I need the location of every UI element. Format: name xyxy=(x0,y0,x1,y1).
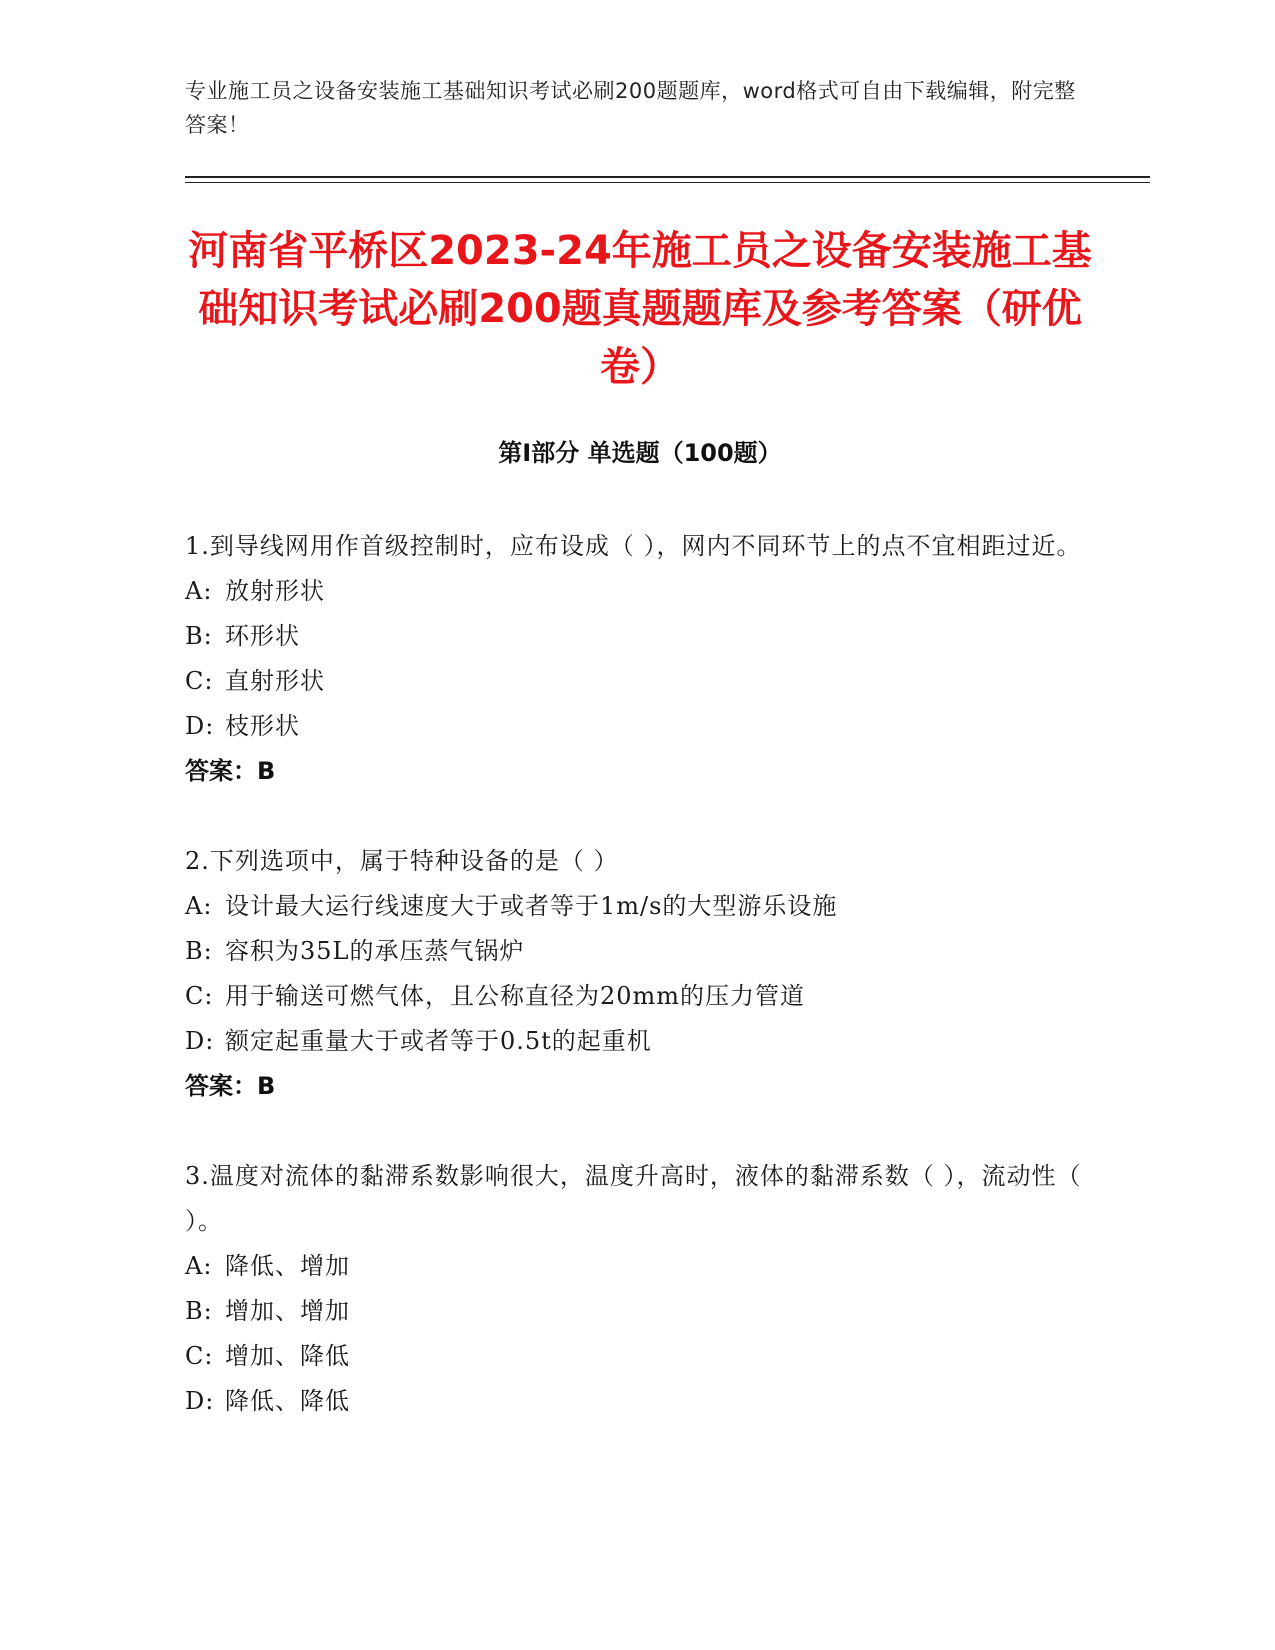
question-item xyxy=(185,839,1085,1109)
question-stem: 3.温度对流体的黏滞系数影响很大，温度升高时，液体的黏滞系数（ ），流动性（ ）。 xyxy=(185,1162,1082,1235)
option-text: 环形状 xyxy=(225,622,300,650)
option-letter: A: xyxy=(185,577,213,605)
option-text: 降低、增加 xyxy=(225,1252,350,1280)
question-stem: 1.到导线网用作首级控制时，应布设成（ ），网内不同环节上的点不宜相距过近。 xyxy=(185,532,1082,560)
option-text: 枝形状 xyxy=(225,712,300,740)
option-text: 放射形状 xyxy=(225,577,325,605)
question-option xyxy=(185,1289,1085,1334)
question-option xyxy=(185,884,1085,929)
option-letter: B: xyxy=(185,1297,213,1325)
question-option xyxy=(185,1244,1085,1289)
question-option xyxy=(185,929,1085,974)
option-letter: C: xyxy=(185,982,214,1010)
document-title: 河南省平桥区2023-24年施工员之设备安装施工基础知识考试必刷200题真题题库及参考答案（研优卷） xyxy=(188,228,1092,390)
header-note: 专业施工员之设备安装施工基础知识考试必刷200题题库，word格式可自由下载编辑，附完整答案！ xyxy=(185,79,1076,137)
option-text: 设计最大运行线速度大于或者等于1m/s的大型游乐设施 xyxy=(225,892,838,920)
option-text: 容积为35L的承压蒸气锅炉 xyxy=(225,937,525,965)
option-letter: D: xyxy=(185,712,215,740)
option-letter: D: xyxy=(185,1387,215,1415)
option-letter: C: xyxy=(185,1342,214,1370)
option-text: 用于输送可燃气体，且公称直径为20mm的压力管道 xyxy=(225,982,806,1010)
header-divider-thin xyxy=(185,182,1150,183)
option-text: 增加、增加 xyxy=(225,1297,350,1325)
option-letter: A: xyxy=(185,1252,213,1280)
header-divider-thick xyxy=(185,176,1150,178)
option-letter: C: xyxy=(185,667,214,695)
question-option xyxy=(185,569,1085,614)
question-option xyxy=(185,1379,1085,1424)
question-option xyxy=(185,659,1085,704)
section-title: 第Ⅰ部分 单选题（100题） xyxy=(498,439,782,467)
question-item xyxy=(185,524,1085,794)
question-answer: 答案：B xyxy=(185,1072,276,1100)
option-letter: A: xyxy=(185,892,213,920)
question-option xyxy=(185,1019,1085,1064)
question-option xyxy=(185,1334,1085,1379)
question-option xyxy=(185,974,1085,1019)
option-letter: D: xyxy=(185,1027,215,1055)
option-letter: B: xyxy=(185,622,213,650)
option-text: 直射形状 xyxy=(225,667,325,695)
option-text: 降低、降低 xyxy=(225,1387,350,1415)
option-letter: B: xyxy=(185,937,213,965)
question-stem: 2.下列选项中，属于特种设备的是（ ） xyxy=(185,847,619,875)
question-answer: 答案：B xyxy=(185,757,276,785)
option-text: 增加、降低 xyxy=(225,1342,350,1370)
question-list xyxy=(185,524,1085,1469)
option-text: 额定起重量大于或者等于0.5t的起重机 xyxy=(225,1027,652,1055)
question-item xyxy=(185,1154,1085,1424)
question-option xyxy=(185,704,1085,749)
question-option xyxy=(185,614,1085,659)
